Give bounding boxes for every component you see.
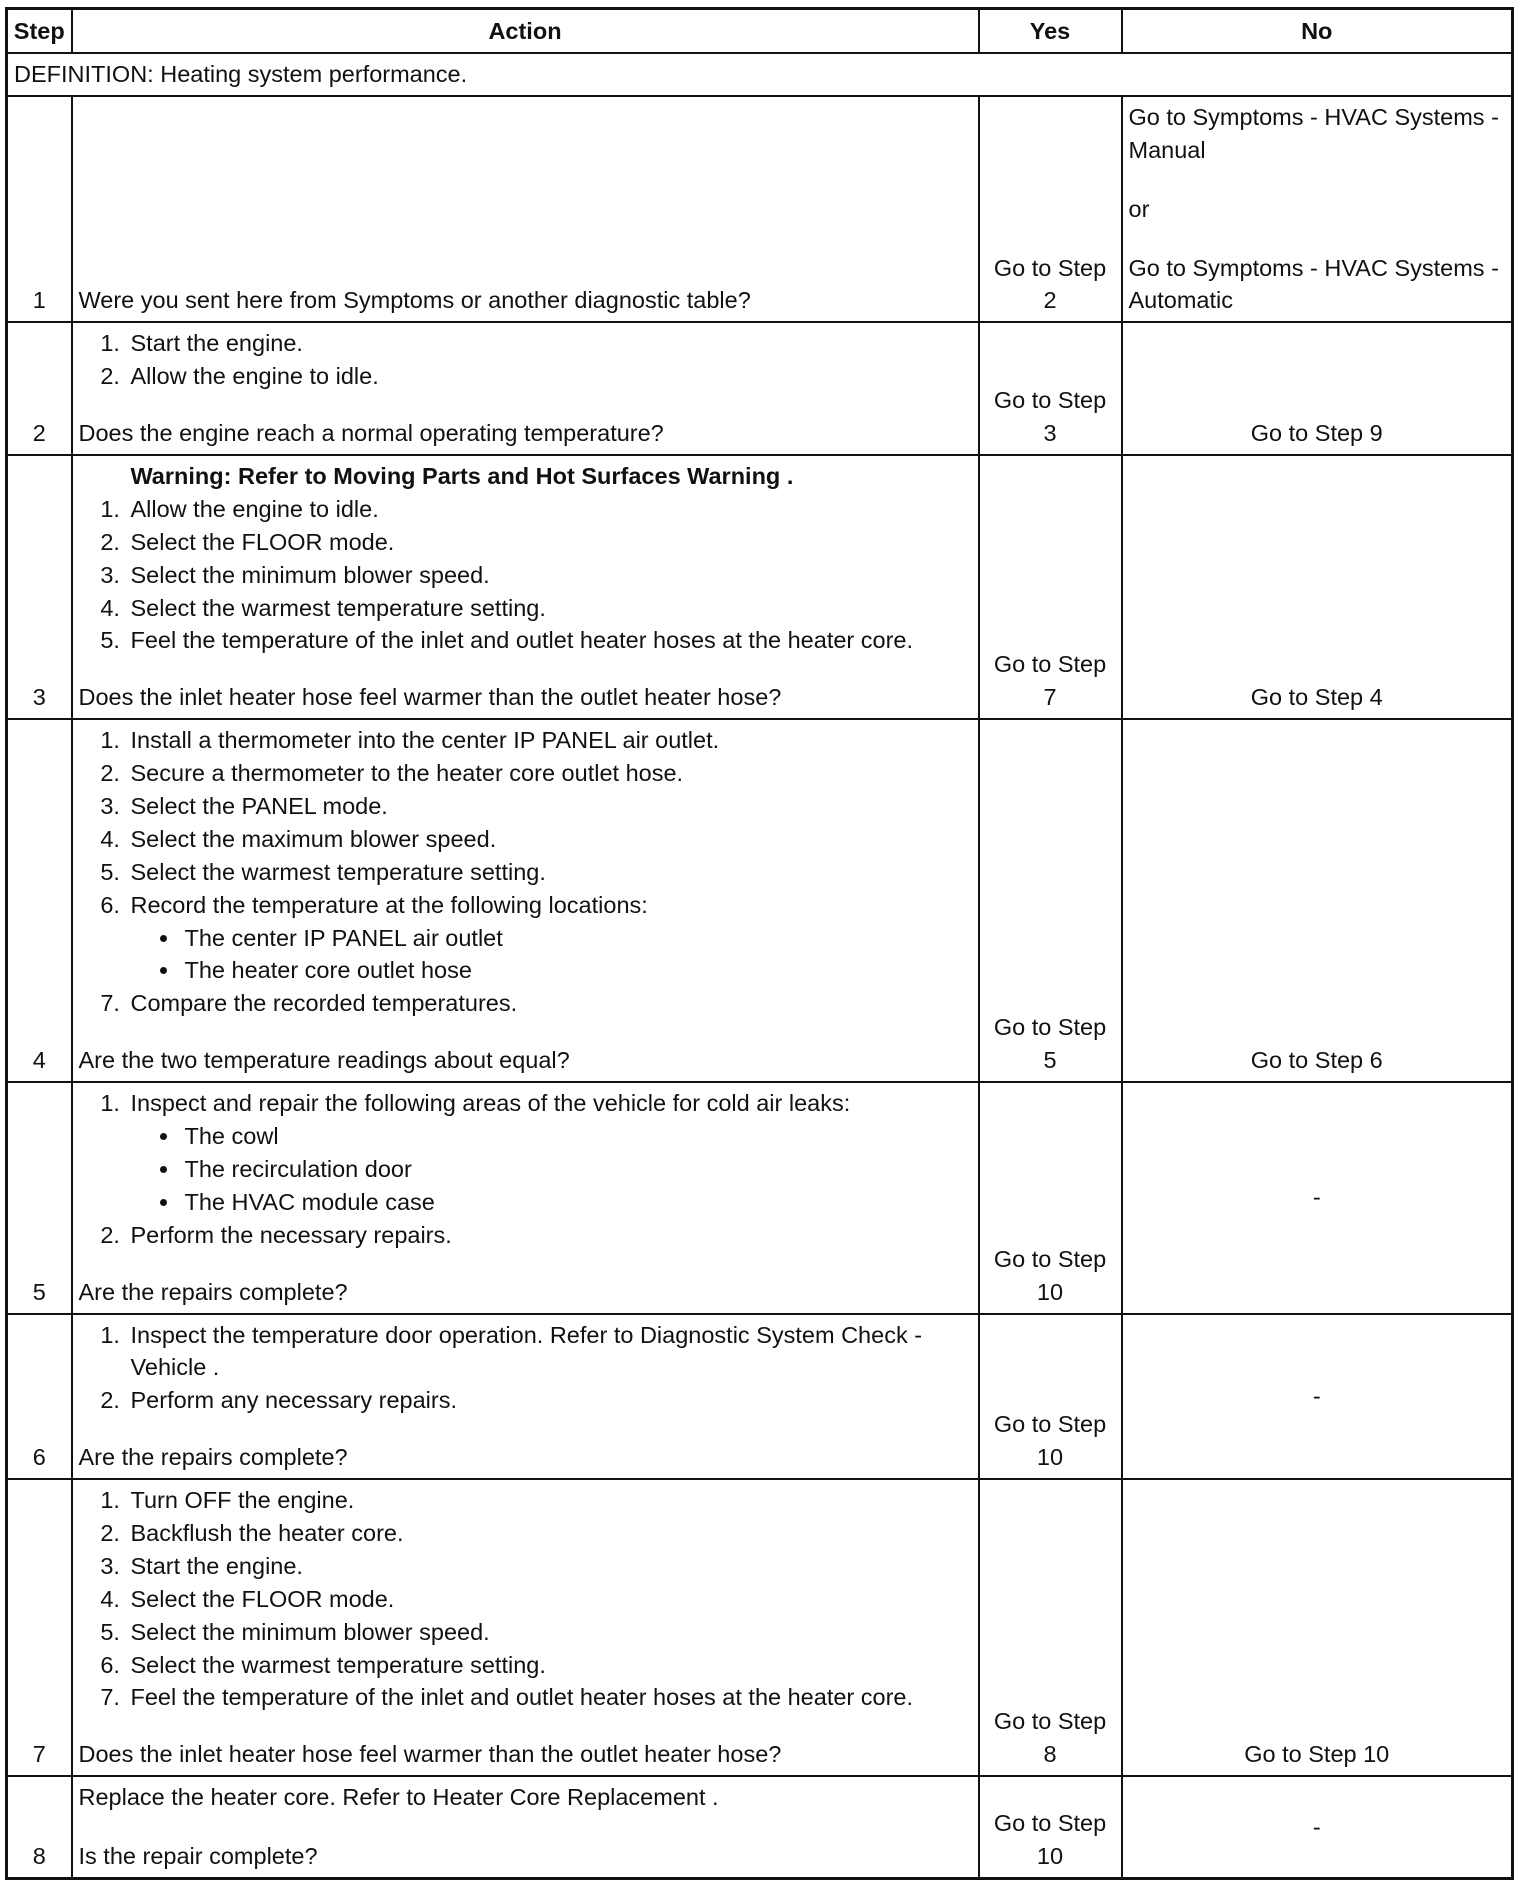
yes-cell: Go to Step 5: [979, 719, 1122, 1082]
question-text: Does the inlet heater hose feel warmer than the outlet heater hose?: [78, 1741, 782, 1768]
yes-cell: Go to Step 2: [979, 96, 1122, 322]
action-step: 2. Perform the necessary repairs.: [127, 1219, 972, 1252]
diagnostic-table-container: [5, 7, 1511, 1880]
action-step: 7. Compare the recorded temperatures.: [127, 987, 972, 1020]
no-cell: -: [1122, 1314, 1513, 1480]
no-cell: [1122, 96, 1513, 322]
action-step: 5. Select the minimum blower speed.: [127, 1616, 972, 1649]
yes-cell: Go to Step 7: [979, 455, 1122, 719]
action-step: 6. Select the warmest temperature setting.: [127, 1649, 972, 1682]
action-step: [127, 889, 972, 988]
action-steps-list: [79, 493, 972, 657]
definition-text: DEFINITION: Heating system performance.: [7, 53, 1513, 96]
action-cell: [72, 455, 979, 719]
no-cell: -: [1122, 1776, 1513, 1878]
question-text: Is the repair complete?: [78, 1843, 318, 1870]
yes-cell: Go to Step 8: [979, 1479, 1122, 1776]
action-step: 2. Select the FLOOR mode.: [127, 526, 972, 559]
action-step: 1. Inspect the temperature door operation. Refer to Diagnostic System Check - Vehicle .: [127, 1319, 972, 1385]
step-number: 7: [7, 1479, 72, 1776]
table-row: [7, 1479, 1513, 1776]
action-step-text: Inspect and repair the following areas of the vehicle for cold air leaks:: [130, 1090, 851, 1117]
header-action: Action: [72, 9, 979, 54]
no-cell: Go to Step 9: [1122, 322, 1513, 455]
sub-item: • The heater core outlet hose: [181, 954, 972, 987]
sub-item-list: [131, 922, 972, 988]
no-option-automatic: Go to Symptoms - HVAC Systems - Automatic: [1128, 254, 1499, 314]
action-cell: [72, 1314, 979, 1480]
action-step: 3. Select the PANEL mode.: [127, 790, 972, 823]
action-step: 4. Select the FLOOR mode.: [127, 1583, 972, 1616]
action-steps-list: [79, 327, 972, 393]
yes-cell: Go to Step 10: [979, 1776, 1122, 1878]
sub-item: • The cowl: [181, 1120, 972, 1153]
warning-text: Warning: Refer to Moving Parts and Hot Surfaces Warning .: [130, 463, 794, 490]
question-text: Are the repairs complete?: [78, 1278, 348, 1305]
yes-cell: Go to Step 3: [979, 322, 1122, 455]
header-row: [7, 9, 1513, 54]
action-step: 5. Select the warmest temperature setting.: [127, 856, 972, 889]
action-cell: [72, 96, 979, 322]
no-cell: Go to Step 10: [1122, 1479, 1513, 1776]
action-step-text: Record the temperature at the following locations:: [130, 891, 648, 918]
step-number: 2: [7, 322, 72, 455]
action-step: 1. Allow the engine to idle.: [127, 493, 972, 526]
question-text: Does the inlet heater hose feel warmer than the outlet heater hose?: [78, 684, 782, 711]
step-number: 3: [7, 455, 72, 719]
step-number: 5: [7, 1082, 72, 1313]
no-option-manual: Go to Symptoms - HVAC Systems - Manual: [1128, 103, 1499, 163]
action-steps-list: [79, 724, 972, 1020]
header-yes: Yes: [979, 9, 1122, 54]
question-text: Are the two temperature readings about equal?: [78, 1047, 570, 1074]
sub-item: • The center IP PANEL air outlet: [181, 922, 972, 955]
action-cell: [72, 1479, 979, 1776]
step-number: 8: [7, 1776, 72, 1878]
table-row: [7, 322, 1513, 455]
action-steps-list: [79, 1319, 972, 1418]
step-number: 1: [7, 96, 72, 322]
action-text: Replace the heater core. Refer to Heater Core Replacement .: [78, 1784, 719, 1811]
question-text: Are the repairs complete?: [78, 1444, 348, 1471]
action-step: 4. Select the maximum blower speed.: [127, 823, 972, 856]
no-option-or: or: [1128, 195, 1150, 222]
action-step: 5. Feel the temperature of the inlet and outlet heater hoses at the heater core.: [127, 624, 972, 657]
action-step: 3. Start the engine.: [127, 1550, 972, 1583]
header-step: Step: [7, 9, 72, 54]
action-step: 2. Backflush the heater core.: [127, 1517, 972, 1550]
yes-cell: Go to Step 10: [979, 1314, 1122, 1480]
action-cell: [72, 322, 979, 455]
action-step: 1. Install a thermometer into the center IP PANEL air outlet.: [127, 724, 972, 757]
table-row: [7, 1082, 1513, 1313]
action-step: 1. Start the engine.: [127, 327, 972, 360]
action-step: 1. Turn OFF the engine.: [127, 1484, 972, 1517]
action-step: 2. Secure a thermometer to the heater core outlet hose.: [127, 757, 972, 790]
diagnostic-table: [5, 7, 1514, 1880]
table-row: [7, 719, 1513, 1082]
no-cell: Go to Step 6: [1122, 719, 1513, 1082]
action-steps-list: [79, 1484, 972, 1714]
sub-item: • The HVAC module case: [181, 1186, 972, 1219]
action-cell: [72, 1776, 979, 1878]
action-step: [127, 1087, 972, 1219]
header-no: No: [1122, 9, 1513, 54]
action-cell: [72, 719, 979, 1082]
table-row: [7, 96, 1513, 322]
no-cell: -: [1122, 1082, 1513, 1313]
yes-cell: Go to Step 10: [979, 1082, 1122, 1313]
definition-row: [7, 53, 1513, 96]
action-step: 2. Allow the engine to idle.: [127, 360, 972, 393]
table-row: [7, 1314, 1513, 1480]
action-step: 4. Select the warmest temperature setting.: [127, 592, 972, 625]
action-step: 2. Perform any necessary repairs.: [127, 1384, 972, 1417]
sub-item: • The recirculation door: [181, 1153, 972, 1186]
question-text: Does the engine reach a normal operating temperature?: [78, 420, 664, 447]
action-cell: [72, 1082, 979, 1313]
action-steps-list: [79, 1087, 972, 1251]
action-step: 7. Feel the temperature of the inlet and outlet heater hoses at the heater core.: [127, 1681, 972, 1714]
step-number: 6: [7, 1314, 72, 1480]
action-step: 3. Select the minimum blower speed.: [127, 559, 972, 592]
sub-item-list: [131, 1120, 972, 1219]
no-cell: Go to Step 4: [1122, 455, 1513, 719]
question-text: Were you sent here from Symptoms or another diagnostic table?: [78, 287, 751, 314]
table-row: [7, 1776, 1513, 1878]
table-row: [7, 455, 1513, 719]
step-number: 4: [7, 719, 72, 1082]
